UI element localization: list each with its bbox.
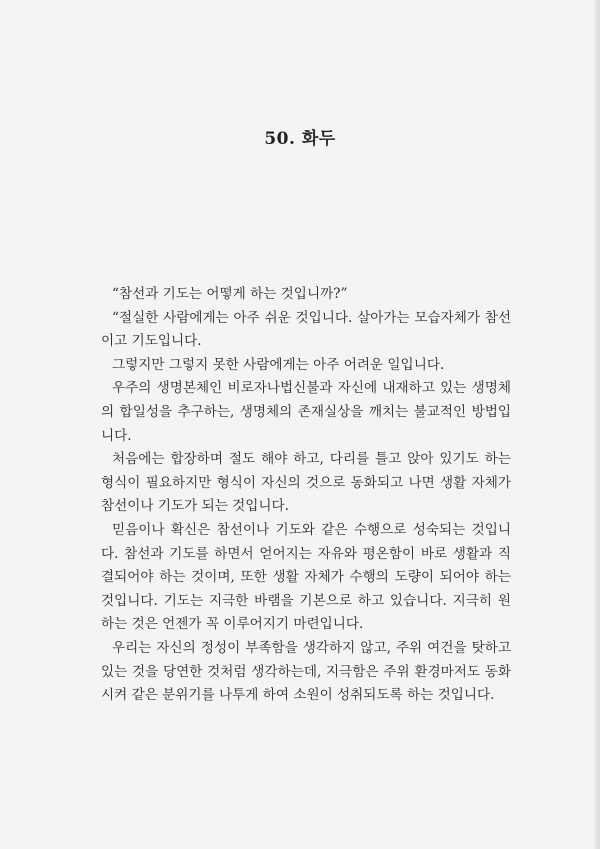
paragraph-answer: “절실한 사람에게는 아주 쉬운 것입니다. 살아가는 모습자체가 참선이고 기도입니다. [101, 309, 511, 350]
paragraph: 우주의 생명본체인 비로자나법신불과 자신에 내재하고 있는 생명체의 합일성을 추구하는, 생명체의 존재실상을 깨치는 불교적인 방법입니다. [101, 380, 511, 444]
paragraph: 처음에는 합장하며 절도 해야 하고, 다리를 틀고 앉아 있기도 하는 형식이 필요하지만 형식이 자신의 것으로 동화되고 나면 생활 자체가 참선이나 기도가 되는 것입니다. [101, 451, 511, 515]
paragraph: 믿음이나 확신은 참선이나 기도와 같은 수행으로 성숙되는 것입니다. 참선과 기도를 하면서 얻어지는 자유와 평온함이 바로 생활과 직결되어야 하는 것이며, 또한 생활 자체가 수행의 도량이 되어야 하는 것입니다. 기도는 지극한 바램을 기본으로 하고 있습니다. 지극히 원하는 것은 언젠가 꼭 이루어지기 마련입니다. [101, 521, 511, 633]
paragraph-question: “참선과 기도는 어떻게 하는 것입니까?” [112, 286, 348, 302]
chapter-title: 50. 화두 [264, 129, 336, 150]
body-text [101, 283, 511, 708]
paragraph: 그렇지만 그렇지 못한 사람에게는 아주 어려운 일입니다. [112, 356, 445, 373]
paragraph: 우리는 자신의 정성이 부족함을 생각하지 않고, 주위 여건을 탓하고 있는 것을 당연한 것처럼 생각하는데, 지극함은 주위 환경마저도 동화시켜 같은 분위기를 나투게 하여 소원이 성취되도록 하는 것입니다. [101, 639, 511, 704]
